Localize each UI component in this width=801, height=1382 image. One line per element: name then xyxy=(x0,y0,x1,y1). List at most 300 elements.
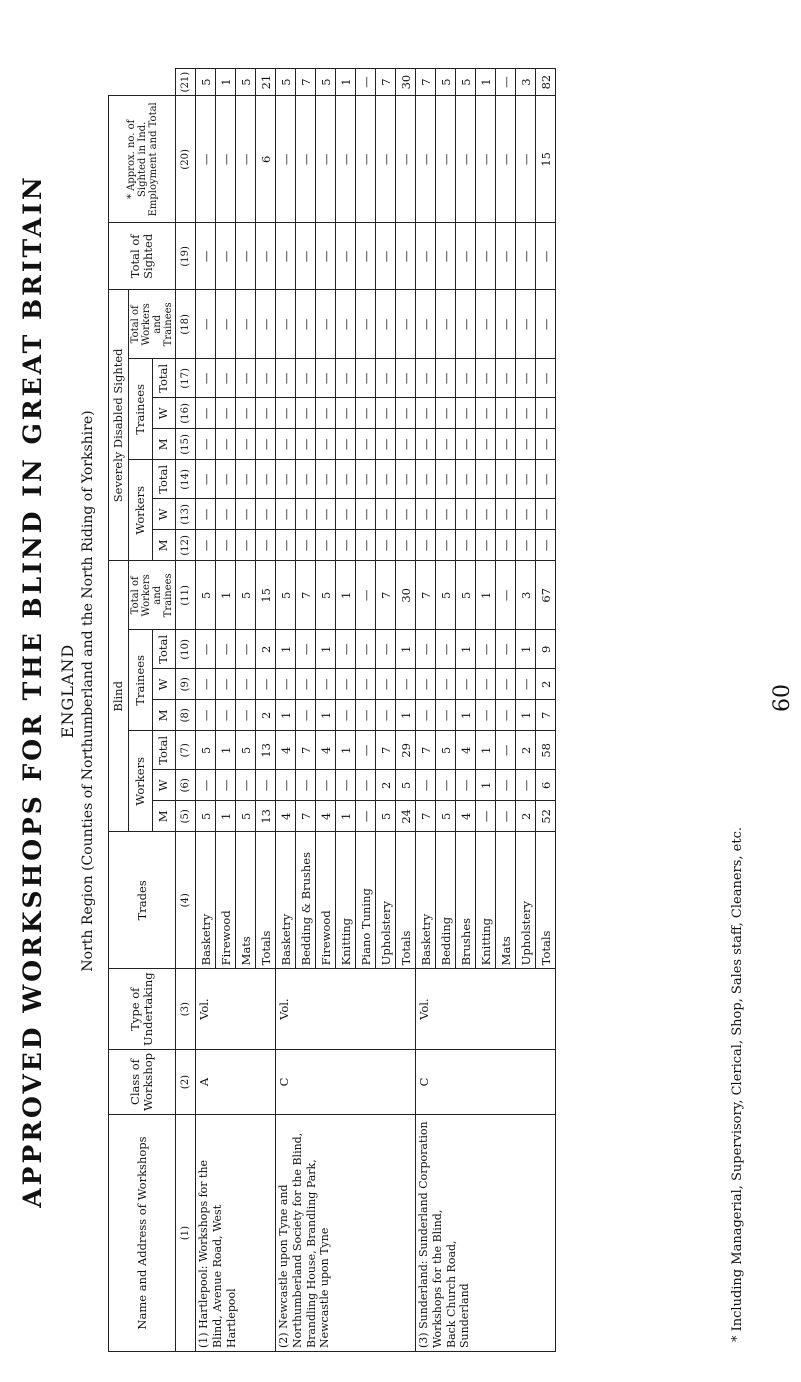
value-cell: — xyxy=(236,359,256,398)
header-m: M xyxy=(152,530,176,561)
value-cell: 4 xyxy=(456,801,476,832)
value-cell: — xyxy=(476,801,496,832)
value-cell: 7 xyxy=(416,561,436,630)
header-sighted-trainees: Trainees xyxy=(129,359,153,460)
header-w: W xyxy=(152,669,176,700)
value-cell: — xyxy=(476,530,496,561)
value-cell: — xyxy=(316,359,336,398)
value-cell: — xyxy=(536,223,556,290)
value-cell: — xyxy=(316,223,336,290)
value-cell: — xyxy=(276,770,296,801)
value-cell: — xyxy=(436,359,456,398)
value-cell: — xyxy=(436,499,456,530)
value-cell: 7 xyxy=(376,731,396,770)
value-cell: 2 xyxy=(536,669,556,700)
value-cell: — xyxy=(516,770,536,801)
value-cell: 7 xyxy=(416,801,436,832)
value-cell: — xyxy=(456,398,476,429)
workshops-table xyxy=(108,68,556,1352)
value-cell: — xyxy=(536,359,556,398)
value-cell: 5 xyxy=(376,801,396,832)
value-cell: — xyxy=(296,290,316,359)
value-cell: 7 xyxy=(536,700,556,731)
region-caption: ENGLAND xyxy=(58,643,77,739)
page-title: APPROVED WORKSHOPS FOR THE BLIND IN GREAT BRITAIN xyxy=(18,174,47,1208)
value-cell: — xyxy=(236,770,256,801)
workshop-type: Vol. xyxy=(416,969,556,1050)
value-cell: 58 xyxy=(536,731,556,770)
value-cell: 5 xyxy=(236,68,256,96)
value-cell: — xyxy=(316,499,336,530)
column-number: (18) xyxy=(176,290,196,359)
header-sighted-total-of: Total of Workers and Trainees xyxy=(129,290,176,359)
value-cell: — xyxy=(436,530,456,561)
trade-label: Basketry xyxy=(416,832,436,969)
value-cell: 1 xyxy=(216,561,236,630)
value-cell: — xyxy=(356,770,376,801)
workshop-class: C xyxy=(276,1049,416,1114)
column-number: (12) xyxy=(176,530,196,561)
value-cell: — xyxy=(296,630,316,669)
header-m: M xyxy=(152,801,176,832)
value-cell: — xyxy=(536,429,556,460)
value-cell: — xyxy=(236,530,256,561)
trade-label: Knitting xyxy=(336,832,356,969)
value-cell: — xyxy=(216,429,236,460)
value-cell: — xyxy=(376,96,396,223)
value-cell: — xyxy=(496,460,516,499)
value-cell: 2 xyxy=(376,770,396,801)
value-cell: — xyxy=(236,96,256,223)
value-cell: — xyxy=(276,96,296,223)
column-number: (10) xyxy=(176,630,196,669)
value-cell: — xyxy=(216,770,236,801)
value-cell: — xyxy=(456,223,476,290)
value-cell: — xyxy=(436,770,456,801)
value-cell: — xyxy=(476,630,496,669)
value-cell: — xyxy=(496,223,516,290)
value-cell: — xyxy=(476,669,496,700)
value-cell: — xyxy=(216,290,236,359)
value-cell: — xyxy=(276,223,296,290)
header-total: Total xyxy=(152,630,176,669)
value-cell: — xyxy=(256,223,276,290)
header-w: W xyxy=(152,398,176,429)
table-row xyxy=(276,68,296,1351)
value-cell: 24 xyxy=(396,801,416,832)
column-number: (15) xyxy=(176,429,196,460)
value-cell: — xyxy=(316,460,336,499)
trade-label: Basketry xyxy=(276,832,296,969)
value-cell: — xyxy=(196,530,216,561)
value-cell: — xyxy=(496,398,516,429)
value-cell: 7 xyxy=(296,801,316,832)
value-cell: — xyxy=(296,700,316,731)
value-cell: — xyxy=(516,530,536,561)
value-cell: — xyxy=(476,700,496,731)
value-cell: 1 xyxy=(216,801,236,832)
value-cell: — xyxy=(416,96,436,223)
trade-label: Basketry xyxy=(196,832,216,969)
value-cell: — xyxy=(456,96,476,223)
value-cell: — xyxy=(316,669,336,700)
header-trades: Trades xyxy=(109,832,176,969)
header-blind-workers: Workers xyxy=(129,731,153,832)
value-cell: — xyxy=(356,561,376,630)
trade-label: Firewood xyxy=(316,832,336,969)
value-cell: — xyxy=(396,669,416,700)
workshop-name xyxy=(196,1115,276,1352)
header-sighted-workers: Workers xyxy=(129,460,153,561)
value-cell: — xyxy=(496,429,516,460)
value-cell: 15 xyxy=(256,561,276,630)
header-type: Type of Undertaking xyxy=(109,969,176,1050)
workshop-name-line: Brandling House, Brandling Park, xyxy=(304,1159,318,1348)
value-cell: — xyxy=(196,630,216,669)
value-cell: 5 xyxy=(276,561,296,630)
value-cell: — xyxy=(216,96,236,223)
value-cell: — xyxy=(376,429,396,460)
value-cell: — xyxy=(216,460,236,499)
value-cell: — xyxy=(496,731,516,770)
value-cell: — xyxy=(256,770,276,801)
value-cell: 5 xyxy=(236,801,256,832)
value-cell: — xyxy=(396,398,416,429)
value-cell: — xyxy=(356,429,376,460)
value-cell: — xyxy=(336,429,356,460)
value-cell: 5 xyxy=(456,561,476,630)
value-cell: — xyxy=(476,359,496,398)
value-cell: — xyxy=(436,96,456,223)
value-cell: — xyxy=(356,96,376,223)
value-cell: — xyxy=(296,460,316,499)
workshop-name-line: (3) Sunderland: Sunderland Corporation xyxy=(417,1121,430,1348)
value-cell: — xyxy=(196,770,216,801)
value-cell: — xyxy=(396,499,416,530)
value-cell: 82 xyxy=(536,68,556,96)
value-cell: — xyxy=(496,561,516,630)
column-number: (7) xyxy=(176,731,196,770)
value-cell: — xyxy=(436,429,456,460)
value-cell: — xyxy=(416,398,436,429)
value-cell: — xyxy=(456,770,476,801)
value-cell: 5 xyxy=(236,561,256,630)
value-cell: 1 xyxy=(396,630,416,669)
value-cell: — xyxy=(256,429,276,460)
value-cell: — xyxy=(396,290,416,359)
value-cell: — xyxy=(236,700,256,731)
value-cell: — xyxy=(316,530,336,561)
value-cell: — xyxy=(516,460,536,499)
page-number: 60 xyxy=(770,684,795,712)
value-cell: — xyxy=(396,359,416,398)
value-cell: — xyxy=(376,290,396,359)
value-cell: 5 xyxy=(436,801,456,832)
value-cell: — xyxy=(436,398,456,429)
value-cell: 1 xyxy=(216,731,236,770)
value-cell: — xyxy=(516,398,536,429)
value-cell: — xyxy=(536,398,556,429)
value-cell: 5 xyxy=(196,561,216,630)
workshop-class: A xyxy=(196,1049,276,1114)
value-cell: 13 xyxy=(256,801,276,832)
value-cell: — xyxy=(416,223,436,290)
value-cell: 1 xyxy=(316,630,336,669)
value-cell: — xyxy=(336,290,356,359)
value-cell: — xyxy=(296,429,316,460)
value-cell: — xyxy=(336,700,356,731)
value-cell: — xyxy=(256,359,276,398)
trade-label: Mats xyxy=(236,832,256,969)
value-cell: — xyxy=(496,530,516,561)
value-cell: — xyxy=(296,223,316,290)
value-cell: 2 xyxy=(516,731,536,770)
value-cell: — xyxy=(256,669,276,700)
value-cell: — xyxy=(456,499,476,530)
value-cell: — xyxy=(456,359,476,398)
header-class: Class of Workshop xyxy=(109,1049,176,1114)
value-cell: 30 xyxy=(396,68,416,96)
header-grand-total: * Approx. no. of Sighted in Ind. Employment and Total xyxy=(109,96,176,223)
value-cell: 7 xyxy=(376,68,396,96)
value-cell: — xyxy=(416,669,436,700)
value-cell: — xyxy=(336,460,356,499)
value-cell: — xyxy=(296,96,316,223)
value-cell: 7 xyxy=(296,731,316,770)
header-blind-trainees: Trainees xyxy=(129,630,153,731)
value-cell: — xyxy=(336,96,356,223)
value-cell: — xyxy=(256,398,276,429)
value-cell: — xyxy=(236,223,256,290)
column-number: (8) xyxy=(176,700,196,731)
value-cell: 1 xyxy=(476,68,496,96)
workshop-name-line: Northumberland Society for the Blind, xyxy=(290,1132,304,1348)
value-cell: 7 xyxy=(296,561,316,630)
value-cell: — xyxy=(216,630,236,669)
value-cell: — xyxy=(296,398,316,429)
value-cell: — xyxy=(396,460,416,499)
value-cell: — xyxy=(476,223,496,290)
value-cell: — xyxy=(416,429,436,460)
value-cell: — xyxy=(356,499,376,530)
trade-label: Knitting xyxy=(476,832,496,969)
column-number: (17) xyxy=(176,359,196,398)
value-cell: — xyxy=(376,530,396,561)
value-cell: 4 xyxy=(276,731,296,770)
value-cell: 30 xyxy=(396,561,416,630)
value-cell: — xyxy=(376,398,396,429)
value-cell: — xyxy=(276,530,296,561)
value-cell: — xyxy=(196,398,216,429)
value-cell: — xyxy=(416,770,436,801)
value-cell: — xyxy=(516,223,536,290)
value-cell: — xyxy=(476,290,496,359)
value-cell: — xyxy=(496,290,516,359)
value-cell: 1 xyxy=(336,731,356,770)
value-cell: — xyxy=(516,499,536,530)
header-total: Total xyxy=(152,359,176,398)
workshop-name-line: Newcastle upon Tyne xyxy=(318,1227,332,1348)
value-cell: — xyxy=(376,700,396,731)
value-cell: — xyxy=(236,290,256,359)
value-cell: — xyxy=(356,630,376,669)
value-cell: — xyxy=(396,429,416,460)
value-cell: — xyxy=(496,700,516,731)
value-cell: — xyxy=(456,460,476,499)
value-cell: 3 xyxy=(516,68,536,96)
workshop-name-line: (2) Newcastle upon Tyne and xyxy=(277,1184,290,1348)
value-cell: 5 xyxy=(436,561,456,630)
value-cell: — xyxy=(236,669,256,700)
value-cell: — xyxy=(436,290,456,359)
value-cell: — xyxy=(356,398,376,429)
value-cell: — xyxy=(456,530,476,561)
trade-label: Bedding & Brushes xyxy=(296,832,316,969)
value-cell: 1 xyxy=(336,801,356,832)
trade-label: Totals xyxy=(256,832,276,969)
column-number: (9) xyxy=(176,669,196,700)
value-cell: — xyxy=(536,460,556,499)
value-cell: — xyxy=(256,499,276,530)
value-cell: — xyxy=(356,530,376,561)
value-cell: 1 xyxy=(516,700,536,731)
value-cell: 2 xyxy=(516,801,536,832)
value-cell: — xyxy=(356,801,376,832)
value-cell: 1 xyxy=(276,700,296,731)
value-cell: — xyxy=(196,460,216,499)
value-cell: — xyxy=(216,223,236,290)
value-cell: — xyxy=(456,669,476,700)
value-cell: 7 xyxy=(296,68,316,96)
value-cell: 7 xyxy=(416,731,436,770)
value-cell: 1 xyxy=(336,561,356,630)
header-name: Name and Address of Workshops xyxy=(109,1115,176,1352)
value-cell: — xyxy=(356,290,376,359)
value-cell: 5 xyxy=(396,770,416,801)
value-cell: 5 xyxy=(436,68,456,96)
value-cell: 5 xyxy=(196,801,216,832)
value-cell: — xyxy=(496,669,516,700)
trade-label: Mats xyxy=(496,832,516,969)
value-cell: — xyxy=(356,68,376,96)
value-cell: — xyxy=(276,290,296,359)
value-cell: — xyxy=(296,669,316,700)
trade-label: Upholstery xyxy=(516,832,536,969)
value-cell: — xyxy=(296,499,316,530)
workshop-name-line: Back Church Road, xyxy=(444,1240,458,1348)
workshop-name-line: (1) Hartlepool: Workshops for the xyxy=(197,1159,210,1348)
value-cell: 1 xyxy=(216,68,236,96)
header-blind: Blind xyxy=(109,561,129,832)
value-cell: 4 xyxy=(316,731,336,770)
header-blind-total-of: Total of Workers and Trainees xyxy=(129,561,176,630)
value-cell: 52 xyxy=(536,801,556,832)
value-cell: — xyxy=(476,96,496,223)
value-cell: — xyxy=(336,669,356,700)
column-number: (14) xyxy=(176,460,196,499)
value-cell: — xyxy=(476,499,496,530)
value-cell: — xyxy=(316,290,336,359)
value-cell: — xyxy=(336,530,356,561)
workshop-type: Vol. xyxy=(276,969,416,1050)
value-cell: — xyxy=(236,398,256,429)
value-cell: — xyxy=(356,460,376,499)
value-cell: 15 xyxy=(536,96,556,223)
region-subcaption: North Region (Counties of Northumberland and the North Riding of Yorkshire) xyxy=(80,410,96,972)
value-cell: — xyxy=(456,290,476,359)
column-number: (3) xyxy=(176,969,196,1050)
value-cell: — xyxy=(316,398,336,429)
table-row xyxy=(196,68,216,1351)
value-cell: 7 xyxy=(376,561,396,630)
value-cell: — xyxy=(536,530,556,561)
column-number: (4) xyxy=(176,832,196,969)
workshop-name-line: Sunderland xyxy=(458,1283,472,1348)
column-number: (5) xyxy=(176,801,196,832)
workshop-type: Vol. xyxy=(196,969,276,1050)
value-cell: — xyxy=(396,96,416,223)
value-cell: — xyxy=(236,429,256,460)
value-cell: 2 xyxy=(256,630,276,669)
value-cell: — xyxy=(516,290,536,359)
value-cell: 1 xyxy=(476,561,496,630)
value-cell: 1 xyxy=(456,700,476,731)
header-w: W xyxy=(152,770,176,801)
value-cell: 13 xyxy=(256,731,276,770)
value-cell: — xyxy=(196,96,216,223)
column-number: (19) xyxy=(176,223,196,290)
value-cell: 21 xyxy=(256,68,276,96)
value-cell: — xyxy=(476,460,496,499)
value-cell: 5 xyxy=(236,731,256,770)
trade-label: Totals xyxy=(536,832,556,969)
value-cell: — xyxy=(416,359,436,398)
value-cell: — xyxy=(196,290,216,359)
value-cell: — xyxy=(276,398,296,429)
value-cell: 4 xyxy=(456,731,476,770)
value-cell: — xyxy=(516,429,536,460)
column-number: (6) xyxy=(176,770,196,801)
value-cell: — xyxy=(356,669,376,700)
value-cell: — xyxy=(276,499,296,530)
value-cell: — xyxy=(416,460,436,499)
workshop-name xyxy=(276,1115,416,1352)
column-number: (11) xyxy=(176,561,196,630)
value-cell: — xyxy=(496,96,516,223)
header-severely-disabled: Severely Disabled Sighted xyxy=(109,290,129,561)
value-cell: — xyxy=(356,700,376,731)
value-cell: 7 xyxy=(416,68,436,96)
trade-label: Firewood xyxy=(216,832,236,969)
value-cell: 9 xyxy=(536,630,556,669)
value-cell: 29 xyxy=(396,731,416,770)
workshop-name-line: Blind, Avenue Road, West xyxy=(210,1204,224,1348)
value-cell: — xyxy=(256,460,276,499)
value-cell: 1 xyxy=(476,770,496,801)
column-number: (16) xyxy=(176,398,196,429)
value-cell: — xyxy=(436,460,456,499)
value-cell: — xyxy=(216,669,236,700)
value-cell: 5 xyxy=(316,561,336,630)
value-cell: — xyxy=(436,669,456,700)
trade-label: Totals xyxy=(396,832,416,969)
value-cell: 3 xyxy=(516,561,536,630)
value-cell: — xyxy=(356,359,376,398)
value-cell: — xyxy=(376,630,396,669)
value-cell: — xyxy=(416,290,436,359)
workshop-name-line: Hartlepool xyxy=(224,1288,238,1348)
value-cell: 1 xyxy=(396,700,416,731)
